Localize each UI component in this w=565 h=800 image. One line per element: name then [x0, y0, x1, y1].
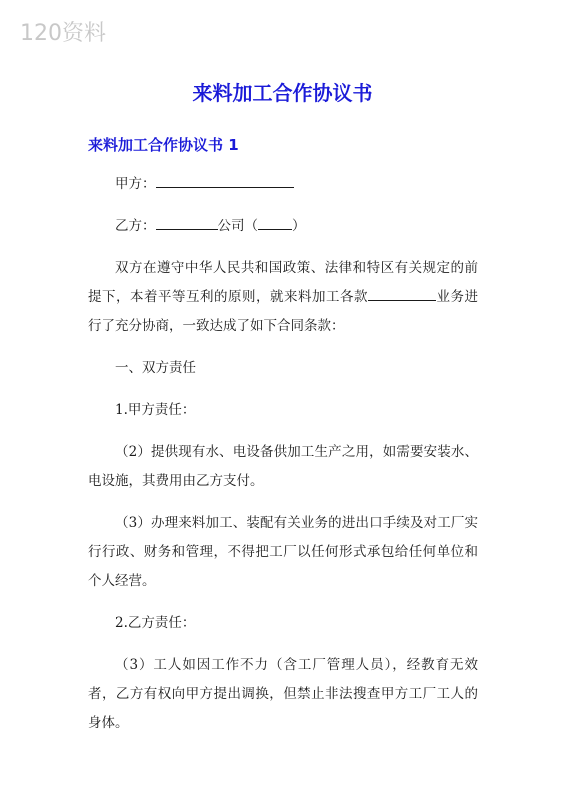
clause-1-heading: 一、双方责任 [115, 360, 196, 376]
party-a-duty-3: （3）办理来料加工、装配有关业务的进出口手续及对工厂实行行政、财务和管理，不得把工厂以任何形式承包给任何单位和个人经营。 [88, 515, 478, 589]
document-body [88, 170, 478, 751]
intro-paragraph [88, 254, 478, 341]
business-blank [368, 285, 436, 301]
party-a-duty-2: （2）提供现有水、电设备供加工生产之用，如需要安装水、电设施，其费用由乙方支付。 [88, 444, 478, 489]
party-b-company: 公司（ [217, 218, 258, 234]
party-b-duty-3: （3）工人如因工作不力（含工厂管理人员），经教育无效者，乙方有权向甲方提出调换，但禁止非法搜查甲方工厂工人的身体。 [88, 657, 478, 731]
party-b-duty-heading: 2.乙方责任： [115, 615, 196, 631]
party-b-line [88, 212, 478, 241]
party-a-line [88, 170, 478, 199]
party-a-label: 甲方： [115, 176, 156, 192]
party-a-blank [156, 172, 294, 188]
party-b-company-blank [156, 214, 218, 230]
party-b-close: ） [292, 218, 306, 234]
party-a-duty-heading: 1.甲方责任： [115, 402, 196, 418]
intro-text-2: 业务进行了充分协商，一致达成了如下合同条款： [88, 289, 478, 334]
section-heading: 来料加工合作协议书 1 [88, 136, 239, 154]
party-b-paren-blank [258, 214, 292, 230]
document-title: 来料加工合作协议书 [192, 81, 373, 105]
watermark: 120资料 [20, 21, 106, 46]
party-b-label: 乙方： [115, 218, 156, 234]
intro-text-1: 双方在遵守中华人民共和国政策、法律和特区有关规定的前提下，本着平等互利的原则，就来料加工各款 [88, 260, 478, 305]
